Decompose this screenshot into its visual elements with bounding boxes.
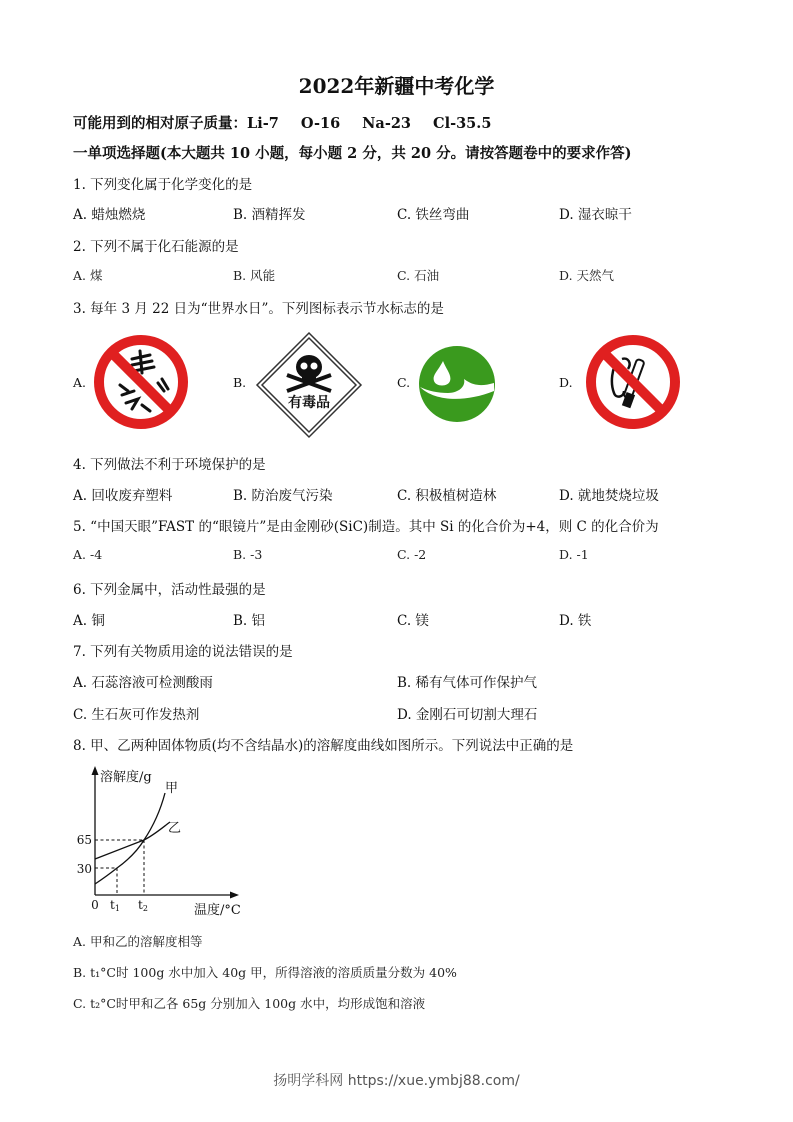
q2-option-a: A. 煤 [73, 268, 103, 283]
q6-option-b: B. 铝 [233, 613, 266, 629]
x-axis-arrow-icon [230, 892, 239, 899]
no-smoking-sign-icon [584, 333, 682, 431]
series-label-jia: 甲 [165, 781, 179, 796]
q1-option-b: B. 酒精挥发 [233, 207, 306, 223]
q7-option-c: C. 生石灰可作发热剂 [73, 707, 200, 723]
q8-option-c: C. t₂°C时甲和乙各 65g 分别加入 100g 水中，均形成饱和溶液 [73, 996, 426, 1011]
water-saving-sign-icon [418, 345, 496, 423]
q3-option-b: B. [233, 375, 247, 390]
atomic-mass-li: Li-7 [247, 115, 279, 132]
question-7-stem: 7. 下列有关物质用途的说法错误的是 [73, 644, 293, 660]
toxic-substance-sign-icon [255, 331, 363, 439]
q8-option-b: B. t₁°C时 100g 水中加入 40g 甲，所得溶液的溶质质量分数为 40% [73, 965, 457, 980]
y-tick-30: 30 [76, 862, 92, 876]
question-1-stem: 1. 下列变化属于化学变化的是 [73, 177, 253, 193]
q7-option-b: B. 稀有气体可作保护气 [397, 675, 538, 691]
y-tick-65: 65 [76, 833, 92, 847]
series-label-yi: 乙 [168, 821, 182, 836]
q2-option-b: B. 风能 [233, 268, 276, 283]
q3-option-c: C. [397, 375, 411, 390]
solubility-curve-chart [70, 762, 260, 922]
footer-watermark: 扬明学科网 https://xue.ymbj88.com/ [273, 1073, 520, 1089]
q1-option-a: A. 蜡烛燃烧 [73, 207, 146, 223]
atomic-mass-na: Na-23 [362, 115, 412, 132]
x-axis-label: 温度/°C [194, 903, 241, 918]
q1-option-c: C. 铁丝弯曲 [397, 207, 470, 223]
q3-option-a: A. [73, 375, 87, 390]
question-8-stem: 8. 甲、乙两种固体物质(均不含结晶水)的溶解度曲线如图所示。下列说法中正确的是 [73, 738, 574, 754]
q7-option-d: D. 金刚石可切割大理石 [397, 707, 538, 723]
q7-option-a: A. 石蕊溶液可检测酸雨 [73, 675, 213, 691]
toxic-label: 有毒品 [288, 395, 330, 411]
q6-option-c: C. 镁 [397, 613, 429, 629]
y-axis-label: 溶解度/g [100, 770, 152, 785]
q6-option-d: D. 铁 [559, 613, 592, 629]
question-6-stem: 6. 下列金属中，活动性最强的是 [73, 582, 266, 598]
q8-option-a: A. 甲和乙的溶解度相等 [73, 934, 203, 949]
atomic-mass-cl: Cl-35.5 [433, 115, 492, 132]
page-title: 2022年新疆中考化学 [298, 74, 495, 98]
q4-option-c: C. 积极植树造林 [397, 488, 497, 504]
q4-option-a: A. 回收废弃塑料 [73, 488, 173, 504]
q2-option-d: D. 天然气 [559, 268, 615, 283]
atomic-mass-line [73, 112, 491, 133]
q4-option-d: D. 就地焚烧垃圾 [559, 488, 659, 504]
q5-option-b: B. -3 [233, 547, 263, 562]
x-tick-t1: t1 [110, 898, 120, 913]
q2-option-c: C. 石油 [397, 268, 440, 283]
question-4-stem: 4. 下列做法不利于环境保护的是 [73, 457, 266, 473]
question-5-stem: 5. “中国天眼”FAST 的“眼镜片”是由金刚砂(SiC)制造。其中 Si 的化合价为+4，则 C 的化合价为 [73, 519, 659, 535]
q3-option-d: D. [559, 375, 573, 390]
atomic-mass-o: O-16 [300, 115, 341, 132]
atomic-mass-label: 可能用到的相对原子质量： [73, 115, 247, 132]
x-tick-t2: t2 [138, 898, 148, 913]
q5-option-d: D. -1 [559, 547, 589, 562]
no-burning-sign-icon [92, 333, 190, 431]
question-3-stem: 3. 每年 3 月 22 日为“世界水日”。下列图标表示节水标志的是 [73, 301, 444, 317]
section-title: 一单项选择题(本大题共 10 小题，每小题 2 分，共 20 分。请按答题卷中的要求作答) [73, 145, 632, 162]
q5-option-a: A. -4 [73, 547, 103, 562]
question-2-stem: 2. 下列不属于化石能源的是 [73, 239, 239, 255]
curve-jia [95, 793, 165, 884]
q1-option-d: D. 湿衣晾干 [559, 207, 632, 223]
y-axis-arrow-icon [92, 766, 99, 775]
q5-option-c: C. -2 [397, 547, 427, 562]
origin-label: 0 [91, 898, 99, 912]
q4-option-b: B. 防治废气污染 [233, 488, 333, 504]
q6-option-a: A. 铜 [73, 613, 105, 629]
